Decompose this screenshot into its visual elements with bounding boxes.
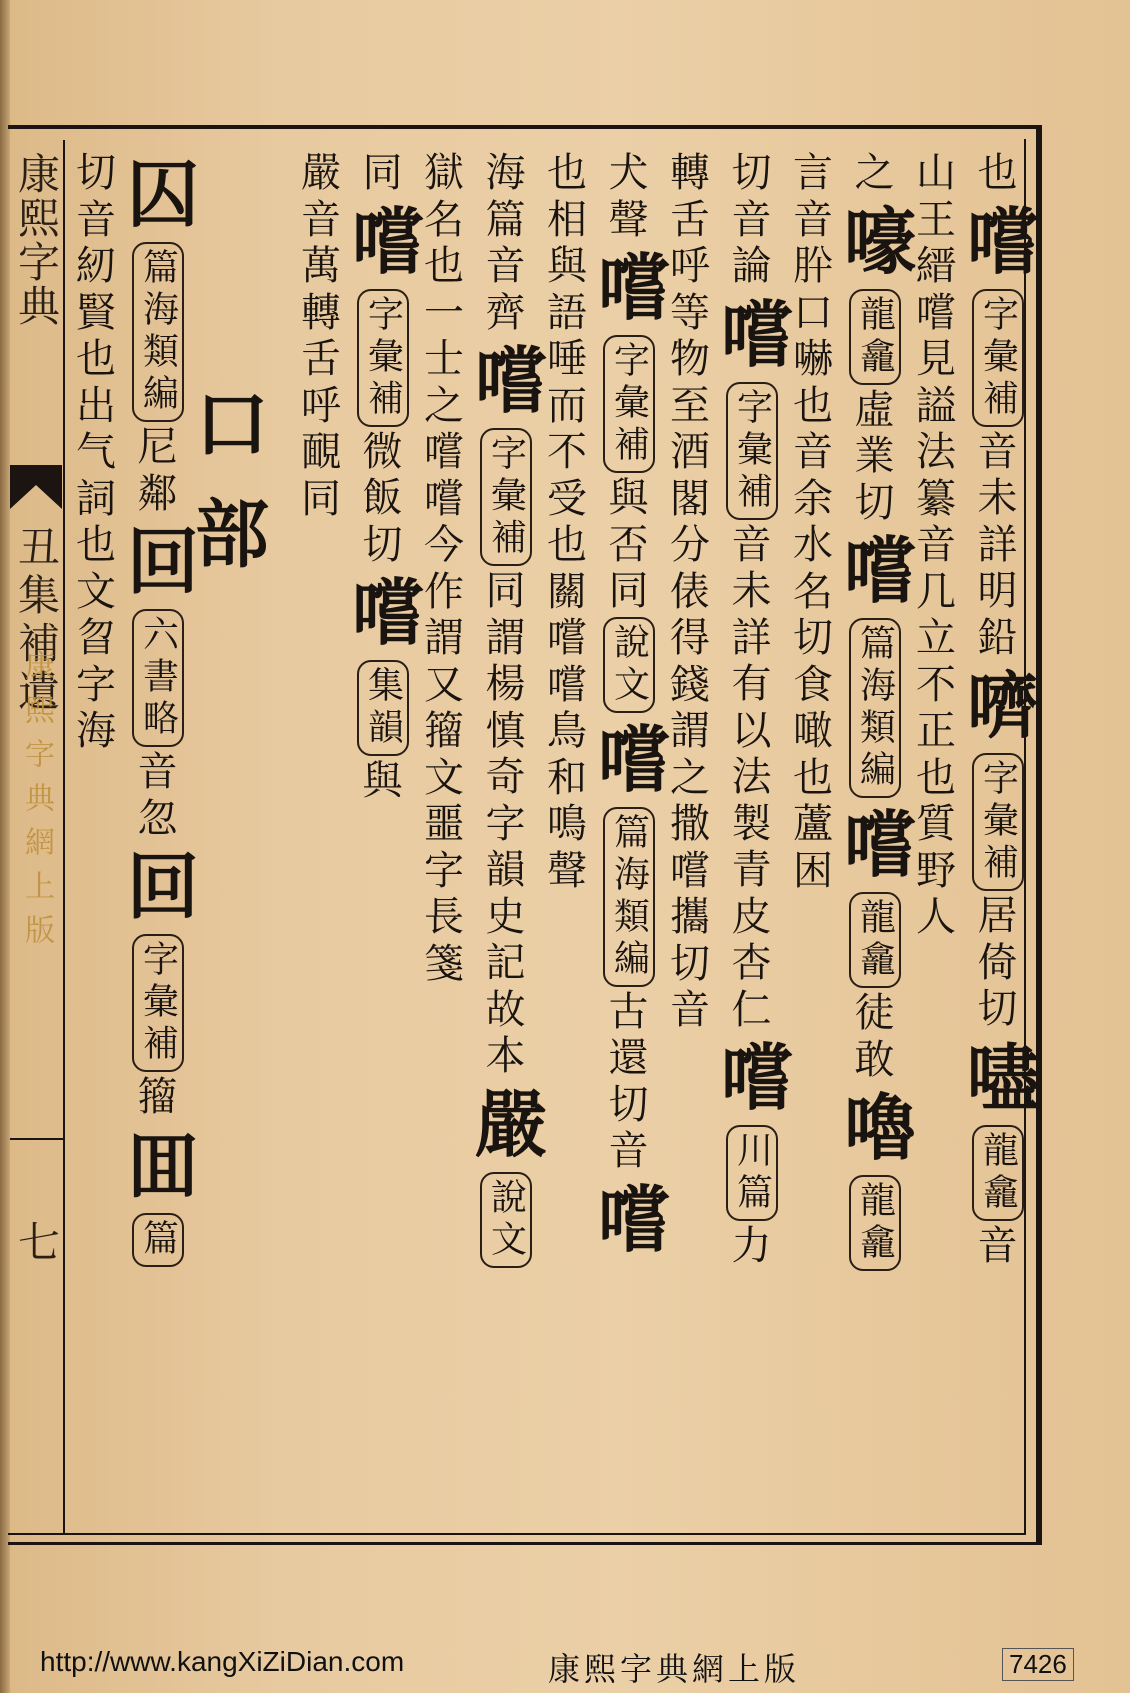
- gloss-character: 也: [76, 336, 116, 382]
- gloss-character: 海: [76, 708, 116, 754]
- source-citation-text: 六書略: [137, 615, 179, 741]
- headword: 嚐: [967, 198, 1040, 284]
- source-citation-text: 字彙補: [977, 294, 1019, 421]
- gloss-character: 鉛: [977, 614, 1018, 661]
- radical-character: 口: [195, 382, 269, 468]
- gloss-character: 法: [731, 754, 772, 800]
- gloss-character: 切: [608, 1081, 649, 1128]
- gloss-character: 關: [547, 568, 587, 615]
- gloss-character: 與: [362, 758, 403, 804]
- gloss-character: 籀: [424, 708, 464, 754]
- gloss-character: 嚐: [916, 289, 956, 336]
- gloss-character: 與: [547, 243, 587, 289]
- source-citation-text: 字彙補: [608, 341, 650, 467]
- gloss-character: 箋: [424, 940, 464, 987]
- gloss-character: 俵: [670, 568, 710, 615]
- gloss-character: 詞: [76, 475, 116, 522]
- radical-heading: [196, 370, 268, 590]
- source-citation-text: 龍龕: [854, 294, 896, 379]
- gloss-character: 齊: [485, 289, 526, 336]
- source-citation-text: 篇海類編: [137, 248, 179, 416]
- text-column: [908, 150, 964, 1535]
- gloss-character: 音: [670, 987, 710, 1033]
- headword: 嚐: [598, 1176, 671, 1262]
- gloss-character: 作: [424, 568, 464, 615]
- gloss-character: 至: [670, 382, 710, 429]
- headword: 嚐: [598, 245, 671, 330]
- margin-watermark-stamp: 康熙字典網上版: [19, 650, 54, 958]
- gloss-character: 同: [608, 568, 649, 614]
- gloss-character: 嚴: [301, 150, 341, 196]
- gloss-character: 出: [76, 382, 116, 429]
- gloss-character: 切: [76, 150, 116, 196]
- text-column: [68, 150, 124, 1535]
- headword: 嚐: [475, 338, 548, 423]
- gloss-character: 切: [977, 986, 1018, 1032]
- gloss-character: 以: [731, 707, 772, 754]
- gloss-character: 鳴: [547, 801, 587, 847]
- margin-book-title: 康熙字典: [12, 152, 61, 328]
- gloss-character: 舌: [670, 196, 710, 243]
- headword: 嚐: [721, 1035, 794, 1120]
- gloss-character: 謂: [670, 708, 710, 754]
- source-citation: [849, 618, 901, 798]
- gloss-character: 閣: [670, 475, 710, 522]
- fishtail-mark-icon: [10, 465, 62, 509]
- gloss-character: 嚐: [547, 661, 587, 708]
- gloss-character: 文: [424, 754, 464, 801]
- gloss-character: 音: [76, 196, 116, 243]
- gloss-character: 人: [916, 894, 956, 940]
- gloss-character: 縉: [916, 243, 956, 289]
- gloss-character: 音: [301, 196, 341, 243]
- gloss-character: 音: [485, 243, 526, 289]
- gloss-character: 史: [485, 893, 526, 940]
- headword: 囚: [127, 152, 200, 237]
- gloss-character: 聲: [547, 847, 587, 894]
- gloss-character: 獄: [424, 150, 464, 196]
- gloss-character: 王: [916, 196, 956, 243]
- text-column: [539, 150, 595, 1535]
- gloss-character: 同: [362, 150, 403, 196]
- headword: 嚴: [475, 1081, 548, 1167]
- source-citation-text: 集韻: [362, 666, 404, 750]
- gloss-character: 也: [793, 754, 833, 801]
- gloss-character: 字: [76, 661, 116, 708]
- gloss-character: 嚐: [424, 429, 464, 475]
- text-column: [721, 150, 794, 1535]
- source-citation-text: 字彙補: [362, 294, 404, 421]
- gloss-character: 微: [362, 428, 403, 475]
- source-citation: [603, 335, 655, 473]
- headword: 嚐: [598, 716, 671, 802]
- headword: 嚌: [967, 663, 1040, 748]
- gloss-character: 音: [731, 521, 772, 568]
- headword: 嚎: [844, 198, 917, 284]
- margin-divider: [63, 140, 65, 1535]
- gloss-character: 慎: [485, 707, 526, 754]
- footer: [0, 1640, 1130, 1693]
- gloss-character: 物: [670, 336, 710, 382]
- dictionary-text: [68, 150, 1040, 1535]
- gloss-character: 倚: [977, 939, 1018, 986]
- source-citation: [603, 807, 655, 987]
- source-citation: [726, 1125, 778, 1221]
- gloss-character: 質: [916, 801, 956, 847]
- radical-label: 部: [195, 492, 269, 578]
- gloss-character: 蘆: [793, 801, 833, 847]
- gloss-character: 噩: [424, 801, 464, 847]
- source-citation-text: 篇海類編: [608, 812, 650, 981]
- gloss-character: 青: [731, 847, 772, 893]
- gloss-character: 忽: [137, 795, 178, 842]
- gloss-character: 余: [793, 475, 833, 522]
- headword: 嚐: [352, 570, 425, 655]
- gloss-character: 言: [793, 150, 833, 196]
- gloss-character: 同: [485, 568, 526, 614]
- gloss-character: 攜: [670, 894, 710, 940]
- source-citation-text: 說文: [608, 622, 650, 707]
- gloss-character: 本: [485, 1033, 526, 1079]
- gloss-character: 篇: [485, 196, 526, 243]
- source-citation-text: 說文: [485, 1177, 527, 1262]
- gloss-character: 未: [731, 568, 772, 614]
- gloss-character: 山: [916, 150, 956, 196]
- text-column: [844, 150, 917, 1535]
- gloss-character: 切: [362, 521, 403, 568]
- gloss-character: 聲: [608, 196, 649, 243]
- gloss-character: 靦: [301, 429, 341, 475]
- footer-url-link[interactable]: http://www.kangXiZiDian.com: [40, 1646, 405, 1677]
- gloss-character: 呼: [301, 382, 341, 429]
- gloss-character: 故: [485, 986, 526, 1033]
- gloss-character: 撒: [670, 801, 710, 847]
- gloss-character: 紉: [76, 243, 116, 289]
- gloss-character: 錢: [670, 661, 710, 708]
- source-citation: [357, 289, 409, 427]
- gloss-character: 不: [916, 661, 956, 708]
- gloss-character: 萬: [301, 243, 341, 289]
- gloss-character: 受: [547, 475, 587, 522]
- source-citation: [972, 753, 1024, 891]
- gloss-character: 業: [854, 433, 895, 479]
- gloss-character: 也: [977, 150, 1018, 196]
- headword: 嚐: [721, 291, 794, 377]
- gloss-character: 正: [916, 708, 956, 754]
- source-citation: [972, 1125, 1024, 1221]
- gloss-character: 古: [608, 988, 649, 1035]
- gloss-character: 轉: [301, 289, 341, 336]
- gloss-character: 音: [793, 196, 833, 243]
- gloss-character: 切: [793, 615, 833, 661]
- source-citation-text: 字彙補: [485, 434, 527, 560]
- gloss-character: 字: [424, 847, 464, 894]
- gloss-character: 與: [608, 475, 649, 521]
- gloss-character: 也: [76, 522, 116, 568]
- gloss-character: 皮: [731, 893, 772, 940]
- gloss-character: 製: [731, 800, 772, 847]
- source-citation: [132, 934, 184, 1072]
- gloss-character: 几: [916, 568, 956, 615]
- source-citation: [132, 609, 184, 747]
- source-citation-text: 篇海類編: [854, 624, 896, 792]
- gloss-character: 名: [793, 568, 833, 615]
- source-citation: [132, 242, 184, 422]
- source-citation: [849, 892, 901, 988]
- text-column: [191, 150, 239, 1535]
- gloss-character: 嚐: [547, 615, 587, 661]
- gloss-character: 音: [731, 196, 772, 243]
- source-citation: [726, 382, 778, 520]
- source-citation-text: 龍龕: [977, 1130, 1019, 1215]
- gloss-character: 食: [793, 661, 833, 708]
- page-margin: [10, 140, 62, 1535]
- gloss-character: 音: [977, 428, 1018, 475]
- gloss-character: 音: [608, 1128, 649, 1174]
- text-column: [293, 150, 349, 1535]
- gloss-character: 之: [424, 382, 464, 429]
- gloss-character: 困: [793, 847, 833, 894]
- text-column: [416, 150, 472, 1535]
- gloss-character: 明: [977, 568, 1018, 614]
- source-citation-text: 字彙補: [977, 759, 1019, 885]
- gloss-character: 力: [731, 1223, 772, 1269]
- margin-tick: [10, 1138, 64, 1140]
- gloss-character: 和: [547, 754, 587, 801]
- gloss-character: 犬: [608, 150, 649, 196]
- gloss-character: 長: [424, 894, 464, 940]
- margin-volume: 丑集補遺: [12, 525, 61, 717]
- gloss-character: 籀: [137, 1074, 178, 1120]
- margin-page-number: 七: [12, 1220, 61, 1262]
- headword: 囬: [127, 1122, 200, 1208]
- gloss-character: 嚇: [793, 336, 833, 382]
- gloss-character: 肸: [793, 243, 833, 289]
- gloss-character: 一: [424, 289, 464, 336]
- gloss-character: 鳥: [547, 708, 587, 754]
- gloss-character: 纂: [916, 475, 956, 522]
- gloss-character: 韻: [485, 847, 526, 893]
- source-citation: [849, 289, 901, 385]
- gloss-character: 飯: [362, 475, 403, 521]
- gloss-character: 賢: [76, 289, 116, 336]
- gloss-character: 得: [670, 615, 710, 661]
- gloss-character: 字: [485, 800, 526, 847]
- source-citation-text: 篇: [137, 1218, 179, 1261]
- headword: 嚕: [844, 1085, 917, 1170]
- headword: 回: [127, 519, 200, 604]
- gloss-character: 切: [731, 150, 772, 196]
- text-column: [475, 150, 548, 1535]
- gloss-character: 今: [424, 522, 464, 568]
- gloss-character: 噉: [793, 708, 833, 754]
- gloss-character: 謚: [916, 382, 956, 429]
- gloss-character: 口: [793, 289, 833, 336]
- gloss-character: 記: [485, 940, 526, 986]
- source-citation: [480, 428, 532, 566]
- gloss-character: 等: [670, 289, 710, 336]
- gloss-character: 切: [854, 479, 895, 526]
- source-citation-text: 字彙補: [137, 940, 179, 1066]
- gloss-character: 酒: [670, 429, 710, 475]
- gloss-character: 嚐: [424, 475, 464, 522]
- gloss-character: 詳: [977, 521, 1018, 568]
- gloss-character: 之: [854, 150, 895, 196]
- gloss-character: 徒: [854, 990, 895, 1036]
- headword: 嚐: [844, 528, 917, 613]
- gloss-character: 論: [731, 243, 772, 289]
- headword: 嚐: [844, 802, 917, 887]
- gloss-character: 士: [424, 336, 464, 382]
- footer-page-number: 7426: [1002, 1648, 1074, 1681]
- source-citation: [357, 660, 409, 756]
- gloss-character: 野: [916, 847, 956, 894]
- source-citation-text: 龍龕: [854, 1181, 896, 1265]
- gloss-character: 之: [670, 754, 710, 801]
- footer-site-title: 康熙字典網上版: [548, 1650, 801, 1688]
- source-citation: [603, 617, 655, 713]
- gloss-character: 仁: [731, 986, 772, 1033]
- gloss-character: 名: [424, 196, 464, 243]
- text-column: [967, 150, 1040, 1535]
- gloss-character: 而: [547, 382, 587, 429]
- gloss-character: 相: [547, 196, 587, 243]
- gloss-character: 杏: [731, 940, 772, 986]
- gloss-character: 奇: [485, 754, 526, 800]
- gloss-character: 音: [137, 749, 178, 795]
- gloss-character: 敢: [854, 1036, 895, 1083]
- gloss-character: 還: [608, 1035, 649, 1081]
- text-column: [598, 150, 671, 1535]
- text-column: [662, 150, 718, 1535]
- gloss-character: 又: [424, 661, 464, 708]
- gloss-character: 有: [731, 661, 772, 707]
- text-column: [242, 150, 290, 1535]
- gloss-character: 謂: [424, 615, 464, 661]
- source-citation: [849, 1175, 901, 1271]
- gloss-character: 也: [547, 150, 587, 196]
- gloss-character: 也: [424, 243, 464, 289]
- gloss-character: 不: [547, 429, 587, 475]
- gloss-character: 也: [547, 522, 587, 568]
- source-citation: [480, 1172, 532, 1268]
- gloss-character: 文: [76, 568, 116, 615]
- gloss-character: 虛: [854, 386, 895, 433]
- source-citation: [972, 289, 1024, 427]
- source-citation: [132, 1213, 184, 1267]
- headword: 回: [127, 844, 200, 929]
- gloss-character: 未: [977, 475, 1018, 521]
- gloss-character: 立: [916, 615, 956, 661]
- gloss-character: 呼: [670, 243, 710, 289]
- gloss-character: 謂: [485, 614, 526, 661]
- gloss-character: 水: [793, 522, 833, 568]
- source-citation-text: 字彙補: [731, 387, 773, 514]
- gloss-character: 轉: [670, 150, 710, 196]
- text-column: [127, 150, 200, 1535]
- gloss-character: 法: [916, 429, 956, 475]
- gloss-character: 舌: [301, 336, 341, 382]
- gloss-character: 鄰: [137, 470, 178, 517]
- gloss-character: 分: [670, 522, 710, 568]
- headword: 嚍: [967, 1034, 1040, 1120]
- gloss-character: 音: [977, 1222, 1018, 1269]
- gloss-character: 詳: [731, 614, 772, 661]
- headword: 嚐: [352, 198, 425, 284]
- source-citation-text: 川篇: [731, 1131, 773, 1215]
- text-column: [352, 150, 425, 1535]
- gloss-character: 也: [916, 754, 956, 801]
- gloss-character: 否: [608, 521, 649, 568]
- gloss-character: 音: [916, 522, 956, 568]
- gloss-character: 音: [793, 429, 833, 475]
- gloss-character: 見: [916, 336, 956, 382]
- gloss-character: 嚐: [670, 847, 710, 894]
- gloss-character: 切: [670, 940, 710, 987]
- gloss-character: 尼: [137, 424, 178, 470]
- text-column: [785, 150, 841, 1535]
- source-citation-text: 龍龕: [854, 898, 896, 982]
- gloss-character: 海: [485, 150, 526, 196]
- gloss-character: 居: [977, 893, 1018, 939]
- gloss-character: 同: [301, 475, 341, 522]
- gloss-character: 楊: [485, 661, 526, 707]
- gloss-character: 語: [547, 289, 587, 336]
- gloss-character: 也: [793, 382, 833, 429]
- gloss-character: 唾: [547, 336, 587, 382]
- gloss-character: 气: [76, 429, 116, 475]
- gloss-character: 曶: [76, 615, 116, 661]
